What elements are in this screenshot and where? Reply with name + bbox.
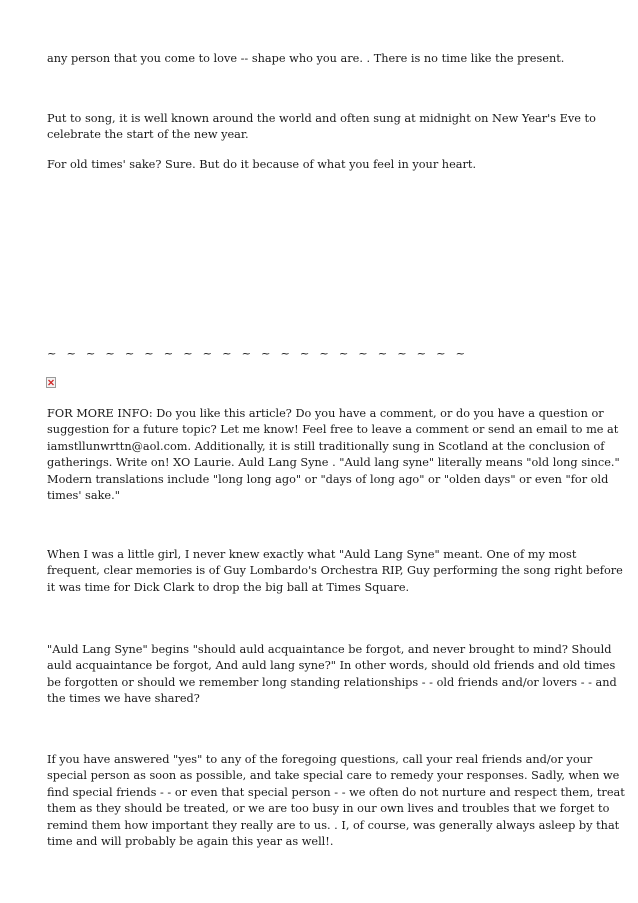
text-line: be forgotten or should we remember long standing relationships - - old friends and/or lovers - - and <box>47 675 617 689</box>
broken-image-icon <box>46 377 56 388</box>
text-line: any person that you come to love -- shape who you are. . There is no time like the present. <box>47 52 565 65</box>
text-line: special person as soon as possible, and take special care to remedy your responses. Sadly, when we <box>47 769 620 783</box>
text-line: times' sake." <box>47 489 120 503</box>
text-line: the times we have shared? <box>47 692 200 706</box>
text-line: find special friends - - or even that special person - - we often do not nurture and respect them, treat <box>47 785 625 799</box>
text-line: For old times' sake? Sure. But do it because of what you feel in your heart. <box>47 158 477 171</box>
text-line: iamstllunwrttn@aol.com. Additionally, it is still traditionally sung in Scotland at the conclusion of <box>47 439 605 453</box>
text-line: When I was a little girl, I never knew exactly what "Auld Lang Syne" meant. One of my most <box>47 548 577 561</box>
paragraph-put-to-song <box>47 111 602 144</box>
text-line: remind them how important they really are to us. . I, of course, was generally always asleep by that <box>47 818 620 832</box>
text-line: them as they should be treated, or we are too busy in our own lives and troubles that we forget to <box>47 802 610 816</box>
text-line: "Auld Lang Syne" begins "should auld acquaintance be forgot, and never brought to mind? Should <box>47 643 612 656</box>
text-line: gatherings. Write on! XO Laurie. Auld Lang Syne . "Auld lang syne" literally means "old long since." <box>47 456 620 470</box>
text-line: If you have answered "yes" to any of the foregoing questions, call your real friends and/or your <box>47 753 593 766</box>
paragraph-old-times-sake <box>47 157 602 173</box>
paragraph-answered-yes <box>47 752 625 850</box>
text-line: auld acquaintance be forgot, And auld lang syne?" In other words, should old friends and old times <box>47 659 616 673</box>
text-line: frequent, clear memories is of Guy Lombardo's Orchestra RIP, Guy performing the song right before <box>47 564 623 578</box>
text-line: FOR MORE INFO: Do you like this article? Do you have a comment, or do you have a question or <box>47 407 604 420</box>
text-line: celebrate the start of the new year. <box>47 128 249 142</box>
text-line: time and will probably be again this year as well!. <box>47 835 334 849</box>
text-line: it was time for Dick Clark to drop the big ball at Times Square. <box>47 580 410 594</box>
text-line: Modern translations include "long long ago" or "days of long ago" or "olden days" or even "for old <box>47 472 609 486</box>
paragraph-little-girl <box>47 547 623 596</box>
paragraph-auld-lang-syne-begins <box>47 642 617 708</box>
tilde-separator: ~ ~ ~ ~ ~ ~ ~ ~ ~ ~ ~ ~ ~ ~ ~ ~ ~ ~ ~ ~ ~ ~ <box>47 347 469 360</box>
text-line: suggestion for a future topic? Let me know! Feel free to leave a comment or send an email to me at <box>47 423 619 437</box>
paragraph-present <box>47 51 602 67</box>
paragraph-more-info <box>47 406 620 504</box>
text-line: Put to song, it is well known around the world and often sung at midnight on New Year's Eve to <box>47 112 596 125</box>
